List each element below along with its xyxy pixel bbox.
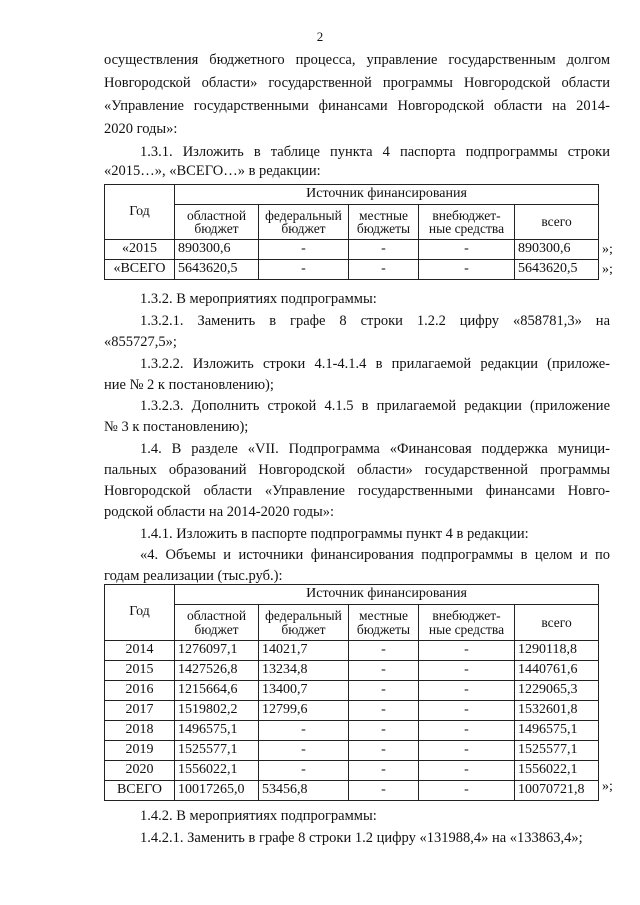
cell-federal: - <box>259 721 349 741</box>
cell-regional: 1496575,1 <box>175 721 259 741</box>
cell-total: 1496575,1 <box>515 721 599 741</box>
cell-extrabudget: - <box>419 741 515 761</box>
cell-total: 1440761,6 <box>515 661 599 681</box>
row-closing-mark: »; <box>602 262 613 277</box>
paragraph-line: 1.3.2. В мероприятиях подпрограммы: <box>140 291 377 307</box>
cell-local: - <box>349 260 419 280</box>
cell-year: «ВСЕГО <box>105 260 175 280</box>
cell-total: 1532601,8 <box>515 701 599 721</box>
cell-regional: 1519802,2 <box>175 701 259 721</box>
paragraph-line: 1.4.1. Изложить в паспорте подпрограммы пункт 4 в редакции: <box>140 526 529 542</box>
cell-year: 2014 <box>105 641 175 661</box>
cell-extrabudget: - <box>419 240 515 260</box>
cell-regional: 1276097,1 <box>175 641 259 661</box>
cell-year: 2017 <box>105 701 175 721</box>
table-row <box>105 701 599 721</box>
cell-total: 5643620,5 <box>515 260 599 280</box>
cell-federal: 13234,8 <box>259 661 349 681</box>
cell-regional: 890300,6 <box>175 240 259 260</box>
cell-total: 10070721,8 <box>515 781 599 801</box>
header-source: Источник финансирования <box>175 585 599 605</box>
cell-federal: 14021,7 <box>259 641 349 661</box>
paragraph-line: № 3 к постановлению); <box>104 419 249 435</box>
header-year: Год <box>105 585 175 641</box>
header-regional: областной бюджет <box>175 205 259 240</box>
header-source: Источник финансирования <box>175 185 599 205</box>
paragraph-line: «Управление государственными финансами Новгородской области на 2014- <box>104 98 610 114</box>
header-local: местные бюджеты <box>349 205 419 240</box>
cell-year: ВСЕГО <box>105 781 175 801</box>
cell-year: 2015 <box>105 661 175 681</box>
cell-local: - <box>349 741 419 761</box>
paragraph-line: Новгородской области «Управление государственными финансами Новго- <box>104 483 610 499</box>
cell-extrabudget: - <box>419 260 515 280</box>
cell-federal: 12799,6 <box>259 701 349 721</box>
paragraph-line: годам реализации (тыс.руб.): <box>104 568 283 584</box>
cell-regional: 10017265,0 <box>175 781 259 801</box>
table-row <box>105 781 599 801</box>
paragraph-line: 2020 годы»: <box>104 121 178 137</box>
header-total: всего <box>515 205 599 240</box>
cell-federal: - <box>259 240 349 260</box>
cell-regional: 1525577,1 <box>175 741 259 761</box>
cell-year: «2015 <box>105 240 175 260</box>
table-row <box>105 641 599 661</box>
header-year: Год <box>105 185 175 240</box>
table-row <box>105 721 599 741</box>
cell-local: - <box>349 701 419 721</box>
financing-table-2 <box>104 584 599 801</box>
cell-extrabudget: - <box>419 781 515 801</box>
paragraph-line: 1.4.2. В мероприятиях подпрограммы: <box>140 808 377 824</box>
cell-federal: 13400,7 <box>259 681 349 701</box>
cell-local: - <box>349 641 419 661</box>
paragraph-line: Новгородской области» государственной программы Новгородской области <box>104 75 610 91</box>
cell-year: 2019 <box>105 741 175 761</box>
paragraph-line: 1.4. В разделе «VII. Подпрограмма «Финансовая поддержка муници- <box>140 441 610 457</box>
paragraph-line: 1.4.2.1. Заменить в графе 8 строки 1.2 цифру «131988,4» на «133863,4»; <box>140 830 583 846</box>
table-row <box>105 260 599 280</box>
cell-extrabudget: - <box>419 701 515 721</box>
cell-total: 1290118,8 <box>515 641 599 661</box>
cell-federal: - <box>259 761 349 781</box>
table-row <box>105 761 599 781</box>
cell-total: 1556022,1 <box>515 761 599 781</box>
paragraph-line: пальных образований Новгородской области» государственной программы <box>104 462 610 478</box>
paragraph-line: «2015…», «ВСЕГО…» в редакции: <box>104 163 321 179</box>
header-extrabudget: внебюджет- ные средства <box>419 205 515 240</box>
paragraph-line: «4. Объемы и источники финансирования подпрограммы в целом и по <box>140 547 610 563</box>
cell-extrabudget: - <box>419 641 515 661</box>
cell-local: - <box>349 240 419 260</box>
cell-local: - <box>349 661 419 681</box>
paragraph-line: 1.3.2.1. Заменить в графе 8 строки 1.2.2 цифру «858781,3» на <box>140 313 610 329</box>
financing-table-1 <box>104 184 599 280</box>
header-local: местные бюджеты <box>349 605 419 641</box>
header-federal: федеральный бюджет <box>259 605 349 641</box>
table-row <box>105 240 599 260</box>
cell-federal: - <box>259 260 349 280</box>
paragraph-line: 1.3.2.3. Дополнить строкой 4.1.5 в прилагаемой редакции (приложение <box>140 398 610 414</box>
table-row <box>105 661 599 681</box>
cell-local: - <box>349 681 419 701</box>
paragraph-line: осуществления бюджетного процесса, управление государственным долгом <box>104 52 610 68</box>
table-row <box>105 681 599 701</box>
paragraph-line: «855727,5»; <box>104 334 177 350</box>
table-row <box>105 741 599 761</box>
cell-extrabudget: - <box>419 721 515 741</box>
header-federal: федеральный бюджет <box>259 205 349 240</box>
cell-extrabudget: - <box>419 661 515 681</box>
paragraph-line: ние № 2 к постановлению); <box>104 377 274 393</box>
paragraph-line: 1.3.2.2. Изложить строки 4.1-4.1.4 в прилагаемой редакции (приложе- <box>140 356 610 372</box>
cell-total: 890300,6 <box>515 240 599 260</box>
page-number: 2 <box>316 29 324 44</box>
cell-year: 2020 <box>105 761 175 781</box>
cell-regional: 1427526,8 <box>175 661 259 681</box>
paragraph-line: родской области на 2014-2020 годы»: <box>104 504 335 520</box>
cell-total: 1229065,3 <box>515 681 599 701</box>
paragraph-line: 1.3.1. Изложить в таблице пункта 4 паспорта подпрограммы строки <box>140 144 610 160</box>
cell-local: - <box>349 721 419 741</box>
cell-regional: 1556022,1 <box>175 761 259 781</box>
cell-federal: 53456,8 <box>259 781 349 801</box>
header-regional: областной бюджет <box>175 605 259 641</box>
cell-year: 2018 <box>105 721 175 741</box>
cell-extrabudget: - <box>419 681 515 701</box>
cell-regional: 1215664,6 <box>175 681 259 701</box>
header-extrabudget: внебюджет- ные средства <box>419 605 515 641</box>
cell-local: - <box>349 781 419 801</box>
row-closing-mark: »; <box>602 242 613 257</box>
cell-total: 1525577,1 <box>515 741 599 761</box>
cell-year: 2016 <box>105 681 175 701</box>
row-closing-mark: »; <box>602 779 613 794</box>
header-total: всего <box>515 605 599 641</box>
cell-federal: - <box>259 741 349 761</box>
cell-local: - <box>349 761 419 781</box>
cell-extrabudget: - <box>419 761 515 781</box>
cell-regional: 5643620,5 <box>175 260 259 280</box>
